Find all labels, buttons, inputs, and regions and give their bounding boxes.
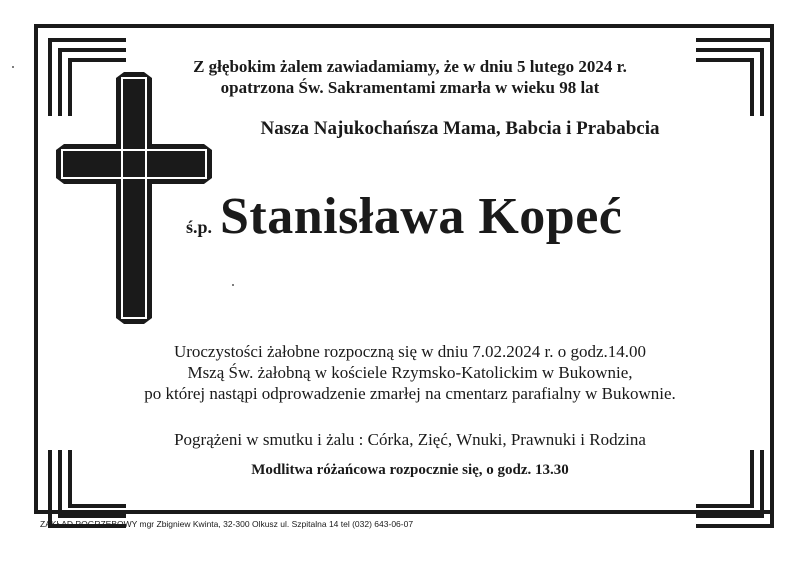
- ceremony-info: [60, 341, 760, 404]
- intro-line-1: Z głębokim żalem zawiadamiamy, że w dniu 5 lutego 2024 r.: [193, 57, 627, 76]
- deceased-name: Stanisława Kopeć: [220, 188, 623, 245]
- intro-line-2: opatrzona Św. Sakramentami zmarła w wieku 98 lat: [220, 78, 600, 97]
- funeral-home-footer: ZAKŁAD POGRZEBOWY mgr Zbigniew Kwinta, 32-300 Olkusz ul. Szpitalna 14 tel (032) 643-06-07: [40, 519, 414, 529]
- corner-ornament-top-right-icon: [694, 38, 774, 118]
- scan-speck: [232, 284, 234, 286]
- corner-ornament-bottom-left-icon: [48, 448, 128, 528]
- mourners-line: Pogrążeni w smutku i żalu : Córka, Zięć, Wnuki, Prawnuki i Rodzina: [174, 430, 646, 449]
- deceased-name-row: [186, 187, 622, 246]
- ceremony-line-2: Mszą Św. żałobną w kościele Rzymsko-Katolickim w Bukownie,: [187, 363, 633, 382]
- scan-speck: [12, 66, 14, 68]
- name-prefix: ś.p.: [186, 217, 213, 237]
- ceremony-line-3: po której nastąpi odprowadzenie zmarłej na cmentarz parafialny w Bukownie.: [144, 384, 676, 403]
- corner-ornament-bottom-right-icon: [694, 448, 774, 528]
- relation-line: Nasza Najukochańsza Mama, Babcia i Prababcia: [260, 118, 660, 139]
- ceremony-line-1: Uroczystości żałobne rozpoczną się w dniu 7.02.2024 r. o godz.14.00: [173, 342, 647, 361]
- rosary-line: Modlitwa różańcowa rozpocznie się, o godz. 13.30: [251, 462, 569, 478]
- intro-text: [150, 56, 670, 98]
